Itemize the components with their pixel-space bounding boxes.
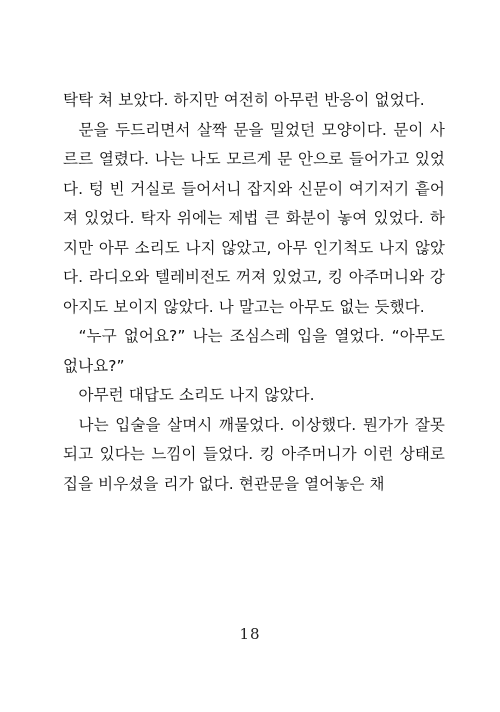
paragraph-2: 문을 두드리면서 살짝 문을 밀었던 모양이다. 문이 사르르 열렸다. 나는 나도 모르게 문 안으로 들어가고 있었다. 텅 빈 거실로 들어서니 잡지와 신문이 여기저기 흩어져 있었다. 탁자 위에는 제법 큰 화분이 놓여 있었다. 하지만 아무 소리도 나지 않았고, 아무 인기척도 나지 않았다. 라디오와 텔레비전도 꺼져 있었고, 킹 아주머니와 강아지도 보이지 않았다. 나 말고는 아무도 없는 듯했다. bbox=[63, 120, 445, 316]
paragraph-1: 탁탁 쳐 보았다. 하지만 여전히 아무런 반응이 없었다. bbox=[63, 91, 425, 109]
body-text bbox=[63, 86, 445, 499]
paragraph-3: “누구 없어요?” 나는 조심스레 입을 열었다. “아무도 없나요?” bbox=[63, 327, 445, 375]
page-number: 18 bbox=[239, 625, 261, 643]
paragraph-4: 아무런 대답도 소리도 나지 않았다. bbox=[78, 386, 315, 404]
paragraph-5: 나는 입술을 살며시 깨물었다. 이상했다. 뭔가가 잘못되고 있다는 느낌이 들었다. 킹 아주머니가 이런 상태로 집을 비우셨을 리가 없다. 현관문을 열어놓은 채 bbox=[63, 415, 445, 493]
